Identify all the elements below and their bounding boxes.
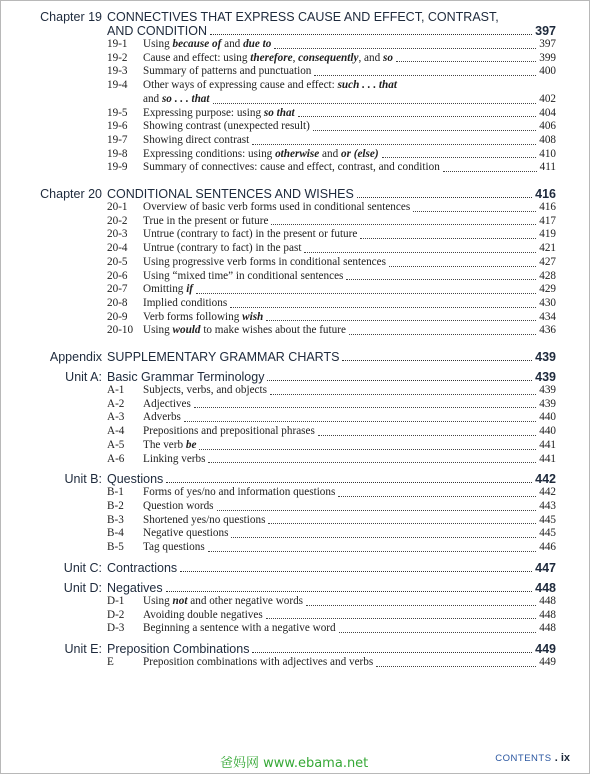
entry-number: A-4 [107,425,125,438]
section-title: Negatives [107,580,163,595]
entry-page-number: 416 [539,201,556,214]
entry-page-number: 446 [539,541,556,554]
entry-text: Untrue (contrary to fact) in the present or future [143,228,358,241]
dot-leader [314,75,536,76]
entry-number: B-3 [107,513,124,526]
section-label: Unit D: [63,580,102,595]
entry-number: D-2 [107,608,125,621]
entry-page-number: 397 [539,38,556,50]
toc-entry[interactable] [107,311,556,325]
entry-page-number: 439 [539,384,556,397]
section-gap [0,338,590,350]
dot-leader [196,293,536,294]
toc-entry[interactable] [107,283,556,297]
entry-number: 19-6 [107,120,128,133]
entry-number: B-4 [107,527,124,540]
entry-text: Avoiding double negatives [143,608,263,621]
entry-page-number: 448 [539,594,556,607]
entry-page-number: 428 [539,269,556,282]
dot-leader [210,34,532,35]
entry-number: 19-1 [107,38,128,50]
entry-number: 19-8 [107,147,128,160]
section-label: Chapter 20 [40,187,102,202]
entry-page-number: 427 [539,255,556,268]
dot-leader [271,224,536,225]
entry-page-number: 421 [539,242,556,255]
section-title: Questions [107,472,164,487]
section-body [107,10,556,175]
toc-entry[interactable] [107,270,556,284]
entry-page-number: 448 [539,608,556,621]
table-of-contents [0,10,590,670]
entry-number: A-6 [107,452,125,465]
entry-number: B-2 [107,499,124,512]
toc-entry[interactable] [107,38,556,52]
section-page-number: 449 [535,641,556,656]
entry-text: The verb be [143,438,197,451]
entry-text: Negative questions [143,527,229,540]
section-label: Unit E: [64,641,102,656]
dot-leader [213,103,537,104]
section-body [107,187,556,338]
section-label: Unit C: [63,560,102,575]
entry-page-number: 440 [539,425,556,438]
entry-number: 20-8 [107,296,128,309]
entry-page-number: 443 [539,499,556,512]
toc-entry[interactable] [107,656,556,670]
entry-number: B-5 [107,541,124,554]
section-title-row[interactable] [107,24,556,38]
entry-text: Verb forms following wish [143,310,264,323]
entry-number: 20-4 [107,242,128,255]
section-page-number: 448 [535,580,556,595]
toc-entry[interactable] [107,514,556,528]
entry-page-number: 404 [539,106,556,119]
section-body [107,642,556,670]
toc-section [0,10,590,175]
toc-section [0,581,590,636]
entry-text: Shortened yes/no questions [143,513,266,526]
entry-page-number: 419 [539,228,556,241]
entry-page-number: 408 [539,133,556,146]
entry-text: Expressing purpose: using so that [143,106,295,119]
entry-text: Using not and other negative words [143,594,304,607]
dot-leader [231,537,536,538]
entry-number: 19-5 [107,106,128,119]
entry-number: 19-2 [107,51,128,64]
dot-leader [266,618,536,619]
toc-entry[interactable] [107,242,556,256]
dot-leader [376,666,536,667]
entry-page-number: 445 [539,513,556,526]
entry-page-number: 439 [539,397,556,410]
section-title-row[interactable] [107,561,556,575]
toc-entry[interactable] [107,228,556,242]
entry-page-number: 430 [539,296,556,309]
dot-leader [267,380,532,381]
toc-entry[interactable] [107,384,556,398]
dot-leader [413,211,536,212]
dot-leader [306,605,536,606]
entry-text: Subjects, verbs, and objects [143,384,267,397]
entry-number: 20-10 [107,324,134,337]
dot-leader [166,482,532,483]
toc-entry[interactable] [107,527,556,541]
entry-number: 20-2 [107,214,128,227]
entry-number: 20-6 [107,269,128,282]
dot-leader [360,238,536,239]
entry-number: 20-5 [107,255,128,268]
section-body [107,581,556,636]
entry-text: Preposition combinations with adjectives and verbs [143,655,374,668]
dot-leader [217,510,537,511]
dot-leader [304,252,536,253]
entry-number: E [107,655,114,668]
entry-number: A-1 [107,384,125,397]
section-title: AND CONDITION [107,24,207,38]
toc-entry[interactable] [107,486,556,500]
dot-leader [346,279,536,280]
dot-leader [382,157,537,158]
dot-leader [199,449,536,450]
dot-leader [252,652,532,653]
entry-page-number: 445 [539,527,556,540]
entry-number: 20-3 [107,228,128,241]
section-title-line1: CONNECTIVES THAT EXPRESS CAUSE AND EFFECT, CONTRAST, [107,10,499,24]
entry-text: Other ways of expressing cause and effect: such . . . that [143,79,397,92]
dot-leader [252,144,536,145]
watermark: 爸妈网 www.ebama.net [220,756,369,771]
section-title-row[interactable] [107,472,556,486]
toc-section [0,561,590,575]
toc-entry[interactable] [107,439,556,453]
entry-text: Expressing conditions: using otherwise and or (else) [143,147,379,160]
entry-text: Summary of patterns and punctuation [143,65,312,78]
section-gap [0,175,590,187]
entry-text: Implied conditions [143,296,228,309]
dot-leader [270,394,536,395]
section-title-row[interactable] [107,370,556,384]
dot-leader [357,197,532,198]
entry-number: A-3 [107,411,125,424]
section-title-row[interactable] [107,642,556,656]
entry-page-number: 442 [539,486,556,499]
entry-page-number: 410 [539,147,556,160]
section-body [107,370,556,466]
toc-entry[interactable] [107,398,556,412]
section-title: CONDITIONAL SENTENCES AND WISHES [107,187,354,202]
dot-leader [208,551,537,552]
section-title: SUPPLEMENTARY GRAMMAR CHARTS [107,350,340,365]
entry-number: D-3 [107,622,125,635]
toc-entry[interactable] [107,425,556,439]
entry-number: 19-9 [107,161,128,174]
toc-entry[interactable] [107,134,556,148]
entry-text: True in the present or future [143,214,269,227]
section-page-number: 397 [535,24,556,38]
toc-section [0,642,590,670]
entry-text: Forms of yes/no and information questions [143,486,336,499]
entry-text: Tag questions [143,541,205,554]
entry-page-number: 436 [539,324,556,337]
entry-text: Prepositions and prepositional phrases [143,425,315,438]
entry-text-line2: and so . . . that [143,92,210,105]
entry-text: Cause and effect: using therefore, consequently, and so [143,51,393,64]
entry-text: Question words [143,499,214,512]
dot-leader [230,307,536,308]
section-label: Appendix [49,350,102,365]
entry-page-number: 434 [539,310,556,323]
entry-page-number: 441 [539,452,556,465]
dot-leader [338,496,536,497]
entry-number: D-1 [107,594,125,607]
dot-leader [194,407,536,408]
section-page-number: 439 [535,350,556,365]
entry-text: Using “mixed time” in conditional sentences [143,269,344,282]
entry-page-number: 400 [539,65,556,78]
entry-text: Overview of basic verb forms used in conditional sentences [143,201,411,214]
section-label: Unit A: [65,370,102,385]
toc-entry[interactable] [107,215,556,229]
dot-leader [313,130,536,131]
toc-entry[interactable] [107,107,556,121]
toc-section [0,472,590,555]
toc-entry[interactable] [107,411,556,425]
dot-leader [180,571,532,572]
section-title-row[interactable] [107,187,556,201]
toc-entry[interactable] [107,65,556,79]
entry-page-number: 448 [539,622,556,635]
section-page-number: 442 [535,472,556,487]
dot-leader [339,632,537,633]
footer-page-number: . ix [554,752,570,764]
dot-leader [342,360,532,361]
entry-number: 20-9 [107,310,128,323]
toc-entry[interactable] [107,120,556,134]
entry-page-number: 449 [539,655,556,668]
section-page-number: 439 [535,370,556,385]
dot-leader [268,523,536,524]
section-title-row[interactable] [107,581,556,595]
section-body [107,472,556,555]
toc-entry[interactable] [107,595,556,609]
dot-leader [208,462,536,463]
entry-page-number: 406 [539,120,556,133]
dot-leader [266,320,536,321]
toc-entry[interactable] [107,609,556,623]
entry-number: A-2 [107,397,125,410]
toc-entry[interactable] [107,148,556,162]
entry-number: 19-3 [107,65,128,78]
entry-text: Untrue (contrary to fact) in the past [143,242,302,255]
toc-entry[interactable] [107,79,556,93]
section-title: Contractions [107,560,178,575]
entry-number: A-5 [107,438,125,451]
entry-text: Using progressive verb forms in conditional sentences [143,255,386,268]
toc-entry[interactable] [107,453,556,467]
toc-entry[interactable] [107,52,556,66]
section-page-number: 447 [535,560,556,575]
dot-leader [443,171,537,172]
entry-text: Beginning a sentence with a negative word [143,622,336,635]
entry-text: Using because of and due to [143,38,272,50]
toc-entry-continuation[interactable] [107,93,556,107]
toc-entry[interactable] [107,256,556,270]
entry-text: Linking verbs [143,452,206,465]
section-body [107,350,556,364]
entry-text: Omitting if [143,283,194,296]
dot-leader [396,61,536,62]
entry-page-number: 429 [539,283,556,296]
entry-text: Summary of connectives: cause and effect, contrast, and condition [143,161,440,174]
entry-page-number: 441 [539,438,556,451]
toc-entry[interactable] [107,622,556,636]
entry-text: Showing direct contrast [143,133,250,146]
section-label: Chapter 19 [40,10,102,24]
toc-entry[interactable] [107,297,556,311]
entry-number: 19-4 [107,79,128,92]
dot-leader [349,334,536,335]
toc-section [0,350,590,364]
entry-text: Adverbs [143,411,181,424]
toc-section [0,187,590,338]
entry-page-number: 440 [539,411,556,424]
entry-number: 19-7 [107,133,128,146]
dot-leader [318,435,536,436]
entry-page-number: 402 [539,92,556,105]
entry-text: Adjectives [143,397,191,410]
section-label: Unit B: [64,472,102,487]
dot-leader [184,421,536,422]
footer-label: CONTENTS [495,753,552,764]
entry-text: Showing contrast (unexpected result) [143,120,310,133]
dot-leader [298,116,537,117]
toc-entry[interactable] [107,201,556,215]
dot-leader [166,591,533,592]
entry-number: B-1 [107,486,124,499]
section-page-number: 416 [535,187,556,202]
section-title: Basic Grammar Terminology [107,370,265,385]
toc-entry[interactable] [107,541,556,555]
toc-section [0,370,590,466]
toc-entry[interactable] [107,500,556,514]
toc-entry[interactable] [107,324,556,338]
section-title: Preposition Combinations [107,641,250,656]
entry-page-number: 411 [539,161,556,174]
entry-number: 20-1 [107,201,128,214]
dot-leader [274,48,536,49]
toc-entry[interactable] [107,161,556,175]
section-title-row[interactable] [107,350,556,364]
entry-page-number: 417 [539,214,556,227]
section-body [107,561,556,575]
dot-leader [389,266,536,267]
page-footer [495,752,570,764]
entry-page-number: 399 [539,51,556,64]
entry-text: Using would to make wishes about the future [143,324,346,337]
entry-number: 20-7 [107,283,128,296]
